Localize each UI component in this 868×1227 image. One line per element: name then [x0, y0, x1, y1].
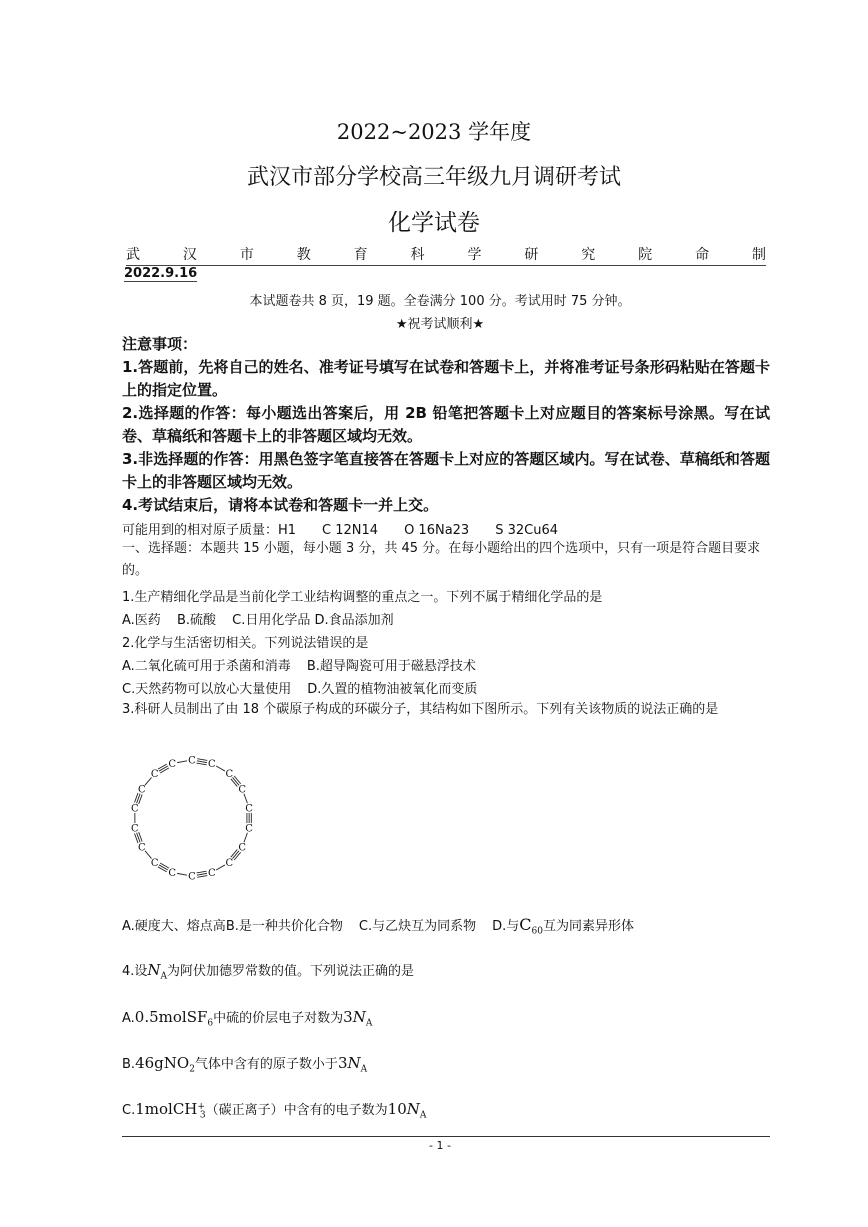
- question-3-option-c: C.与乙炔互为同系物: [358, 919, 477, 934]
- atomic-masses: 可能用到的相对原子质量：H1 C 12N14 O 16Na23 S 32Cu64: [122, 523, 558, 538]
- issuer-char: 汉: [182, 247, 197, 263]
- question-1-option-d: D.食品添加剂: [314, 613, 394, 628]
- carbon-atom: C: [245, 823, 253, 835]
- question-1-option-a: A.医药: [122, 613, 161, 628]
- question-3-option-b: B.是一种共价化合物: [225, 919, 343, 934]
- question-2-option-d: D.久置的植物油被氧化而变质: [307, 682, 478, 697]
- issuer-char: 命: [695, 247, 710, 263]
- issuer-char: 育: [353, 247, 368, 263]
- issuer-char: 制: [751, 247, 766, 263]
- carbon-atom: C: [137, 784, 146, 796]
- notice-rule-2: 2.选择题的作答：每小题选出答案后，用 2B 铅笔把答题卡上对应题目的答案标号涂黑。写在试卷、草稿纸和答题卡上的非答题区域均无效。: [122, 404, 770, 445]
- carbon-atom: C: [150, 769, 159, 781]
- triple-bond: [197, 871, 207, 873]
- single-bond: [216, 766, 225, 771]
- question-4-option-b: B.46gNO$_2$气体中含有的原子数小于$3N_A$: [122, 1054, 368, 1075]
- school-year: 2022~2023 学年度: [336, 120, 532, 144]
- carbon-atom: C: [131, 803, 139, 815]
- carbon-atom: C: [131, 823, 139, 835]
- issuer-char: 教: [296, 247, 311, 263]
- question-2-option-c: C.天然药物可以放心大量使用: [122, 682, 292, 697]
- carbon-atom: C: [137, 842, 146, 854]
- triple-bond: [159, 766, 168, 771]
- triple-bond: [158, 764, 167, 769]
- carbon-atom: C: [208, 868, 216, 880]
- question-3-option-d: D.与$C_{60}$互为同素异形体: [492, 915, 634, 937]
- notice-rule-1: 1.答题前，先将自己的姓名、准考证号填写在试卷和答题卡上，并将准考证号条形码粘贴在答题卡上的指定位置。: [122, 358, 770, 399]
- carbon-atom: C: [225, 857, 234, 869]
- subject-title: 化学试卷: [388, 210, 480, 236]
- single-bond: [216, 865, 225, 870]
- carbon-atom: C: [188, 755, 196, 767]
- triple-bond: [234, 776, 241, 784]
- carbon-atom: C: [150, 857, 159, 869]
- notice-rule-3: 3.非选择题的作答：用黑色签字笔直接答在答题卡上对应的答题区域内。写在试卷、草稿纸和答题卡上的非答题区域均无效。: [122, 450, 770, 491]
- carbon-atom: C: [168, 868, 176, 880]
- notice-rule-4: 4.考试结束后，请将本试卷和答题卡一并上交。: [122, 496, 439, 514]
- carbon-atom: C: [208, 758, 216, 770]
- question-3-stem: 3.科研人员制出了由 18 个碳原子构成的环碳分子，其结构如下图所示。下列有关该物质的说法正确的是: [122, 702, 719, 717]
- question-3-options: [122, 915, 634, 937]
- footer-divider: [122, 1136, 770, 1137]
- triple-bond: [197, 761, 207, 763]
- issuer-char: 研: [524, 247, 539, 263]
- triple-bond: [197, 873, 207, 875]
- question-3-option-a: A.硬度大、熔点高: [122, 919, 226, 934]
- question-2-options-cd: [122, 678, 477, 697]
- single-bond: [177, 873, 187, 875]
- exam-wish: ★祝考试顺利★: [395, 317, 485, 332]
- triple-bond: [159, 865, 168, 870]
- issuer: [126, 244, 766, 266]
- issuer-char: 市: [239, 247, 254, 263]
- question-4-option-c: C.1molCH+$_3$（碳正离子）中含有的电子数为$10N_A$: [122, 1100, 427, 1121]
- question-4-stem: 4.设$N_A$为阿伏加德罗常数的值。下列说法正确的是: [122, 961, 415, 982]
- carbon-atom: C: [245, 803, 253, 815]
- triple-bond: [158, 867, 167, 872]
- section-1-instructions: 一、选择题：本题共 15 小题，每小题 3 分，共 45 分。在每小题给出的四个选项中，只有一项是符合题目要求的。: [122, 541, 761, 578]
- single-bond: [177, 761, 187, 763]
- issuer-char: 科: [410, 247, 425, 263]
- carbon-atom: C: [238, 842, 247, 854]
- carbon-atom: C: [188, 871, 196, 883]
- question-2-stem: 2.化学与生活密切相关。下列说法错误的是: [122, 636, 369, 651]
- question-1-option-c: C.日用化学品: [232, 613, 311, 628]
- exam-date: 2022.9.16: [124, 266, 198, 281]
- question-2-option-b: B.超导陶瓷可用于磁悬浮技术: [306, 659, 476, 674]
- question-1-options: [122, 609, 406, 628]
- issuer-char: 究: [581, 247, 596, 263]
- triple-bond: [197, 876, 207, 878]
- issuer-char: 武: [126, 247, 140, 263]
- triple-bond: [197, 763, 207, 765]
- question-4-option-a: A.0.5molSF$_6$中硫的价层电子对数为$3N_A$: [122, 1008, 373, 1029]
- question-1-option-b: B.硫酸: [176, 613, 217, 628]
- question-2-options-ab: [122, 655, 476, 674]
- issuer-char: 学: [467, 247, 482, 263]
- page-number: - 1 -: [429, 1139, 451, 1152]
- carbon-atom: C: [225, 769, 234, 781]
- triple-bond: [197, 759, 207, 761]
- carbon-atom: C: [168, 758, 176, 770]
- exam-title: 武汉市部分学校高三年级九月调研考试: [246, 165, 621, 190]
- cyclocarbon-ring-figure: [122, 752, 262, 892]
- question-1-stem: 1.生产精细化学品是当前化学工业结构调整的重点之一。下列不属于精细化学品的是: [122, 590, 603, 605]
- triple-bond: [231, 849, 238, 857]
- carbon-atom: C: [238, 784, 247, 796]
- issuer-char: 院: [638, 247, 653, 263]
- notice-heading: 注意事项：: [122, 335, 198, 353]
- exam-intro: 本试题卷共 8 页，19 题。全卷满分 100 分。考试用时 75 分钟。: [249, 294, 631, 309]
- question-2-option-a: A.二氧化硫可用于杀菌和消毒: [122, 659, 291, 674]
